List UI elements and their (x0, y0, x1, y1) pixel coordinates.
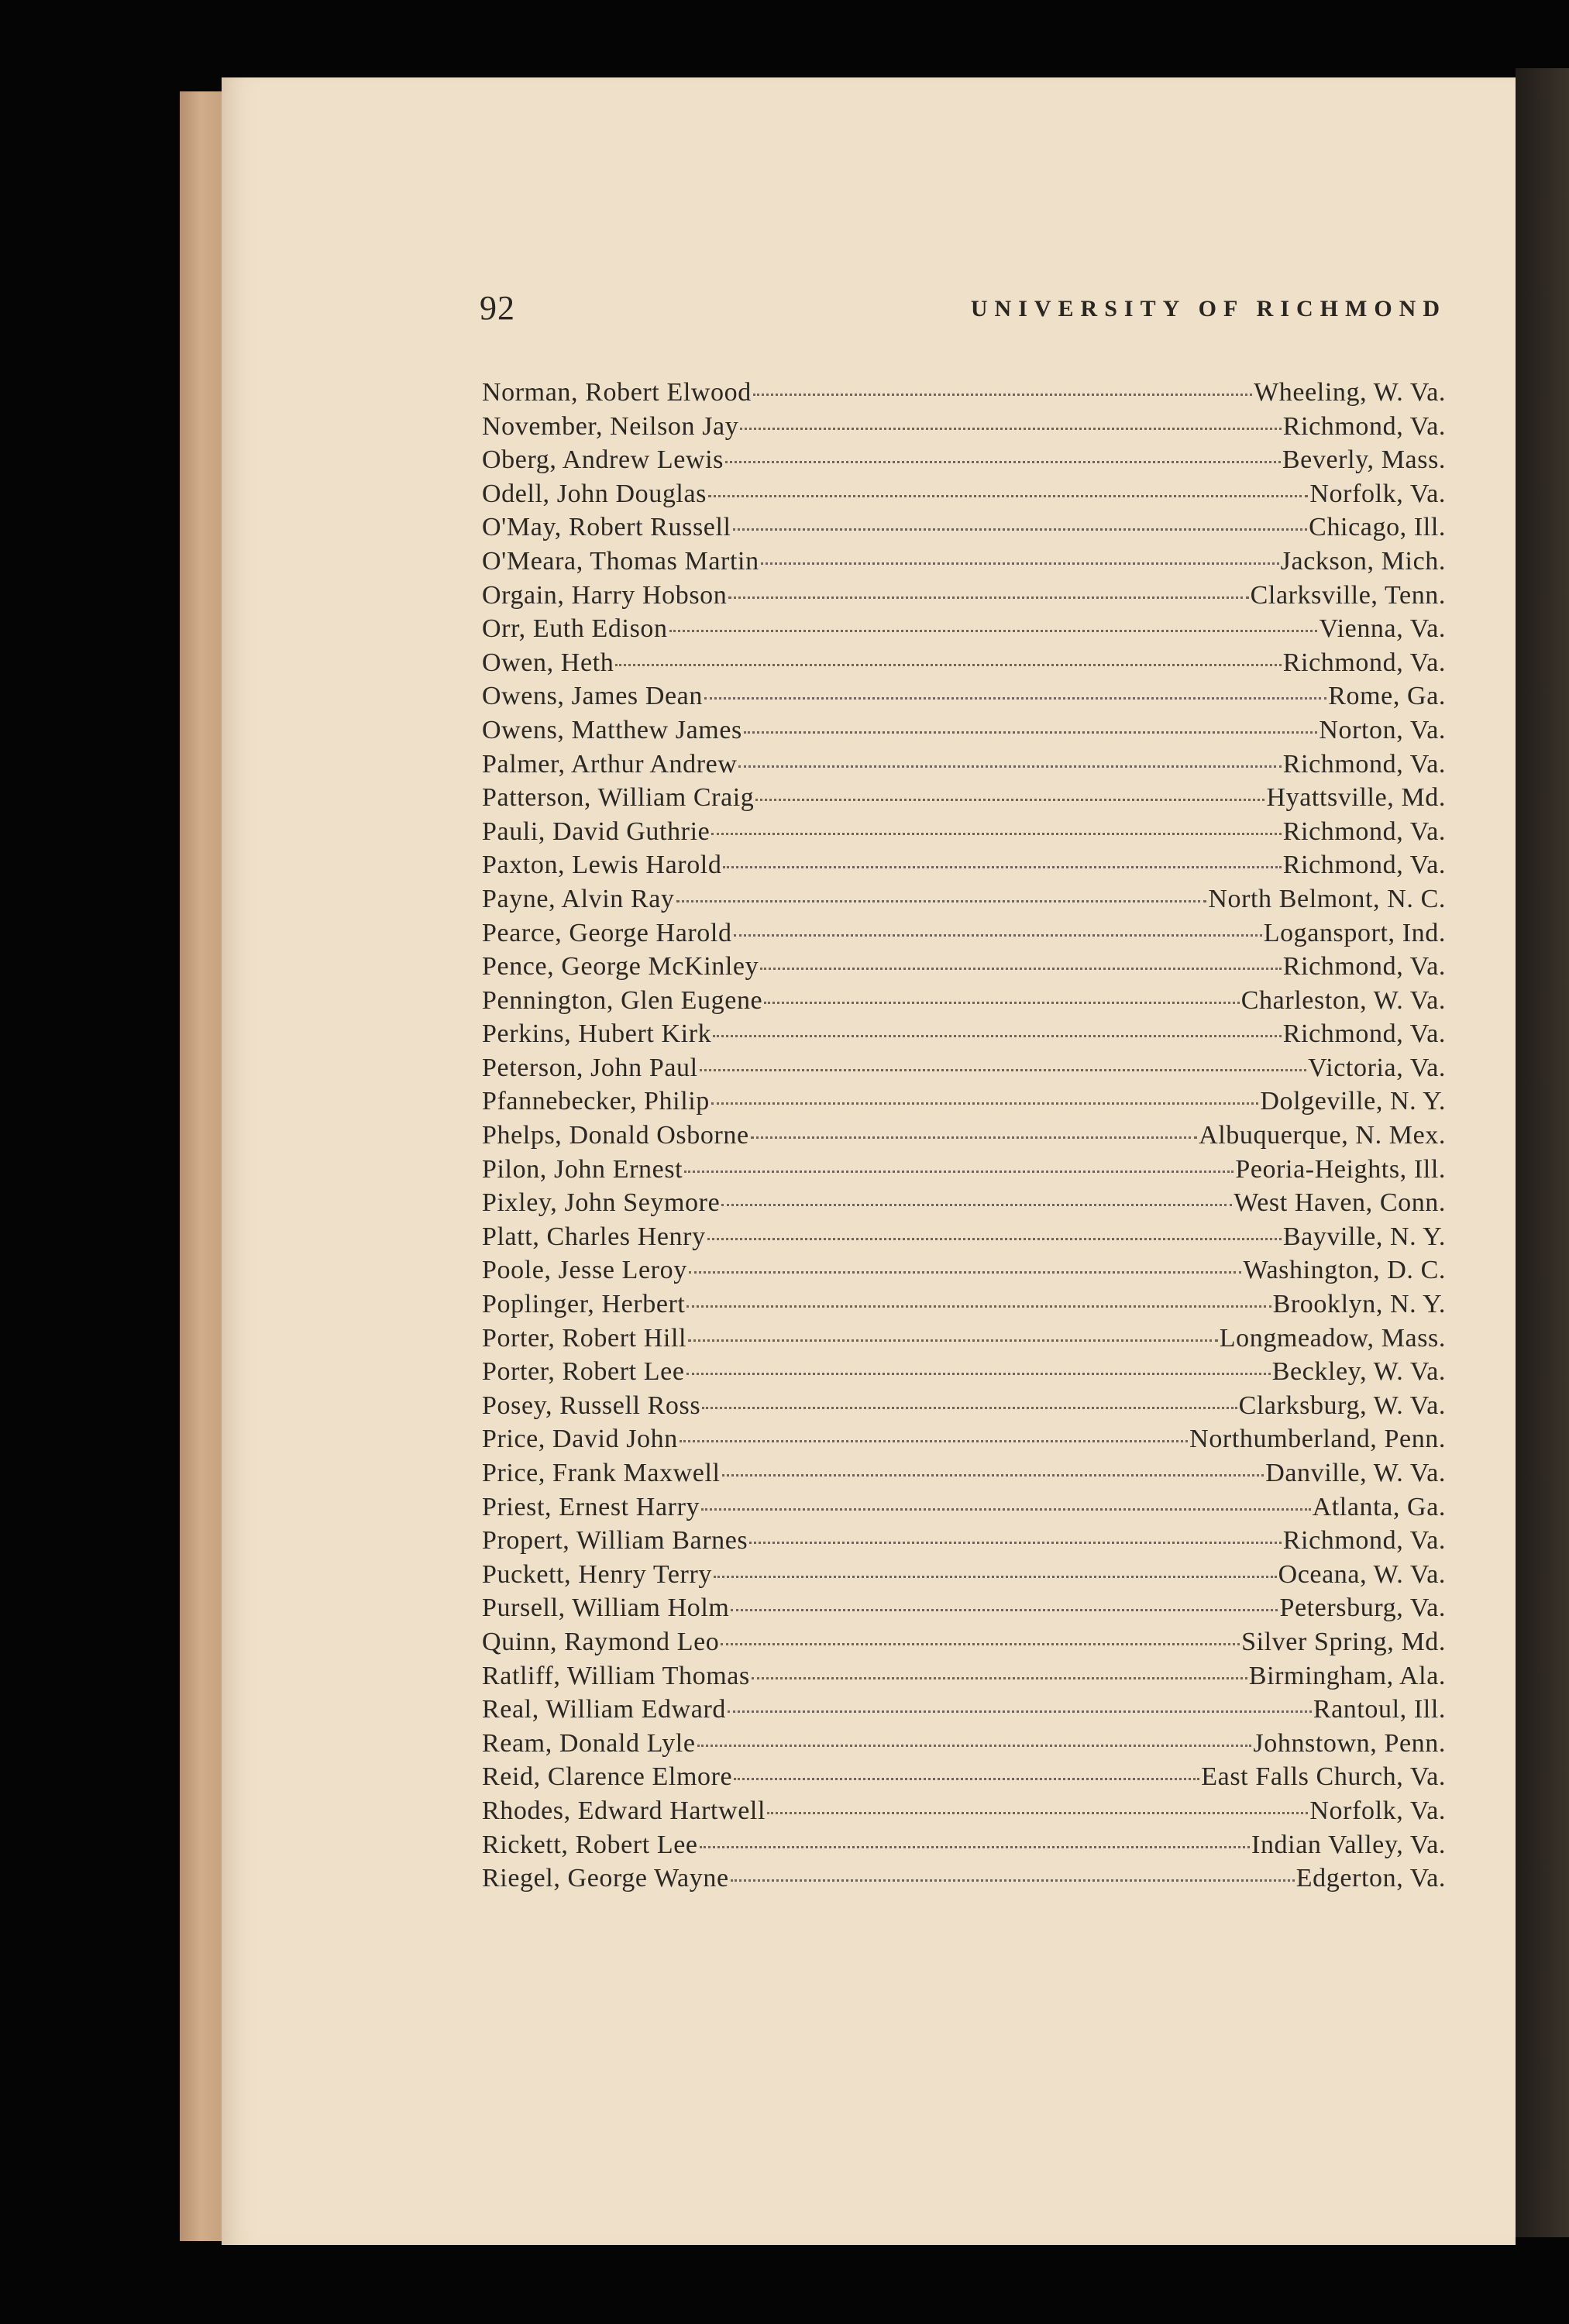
hometown: North Belmont, N. C. (1208, 884, 1446, 913)
dot-leader (733, 528, 1308, 531)
student-name: Phelps, Donald Osborne (482, 1121, 749, 1150)
roster-row (482, 716, 1446, 750)
roster-row (482, 1729, 1446, 1763)
hometown: Charleston, W. Va. (1240, 985, 1446, 1015)
student-name: Pixley, John Seymore (482, 1188, 721, 1218)
dot-leader (752, 1677, 1247, 1679)
dot-leader (714, 1576, 1277, 1578)
roster-row (482, 378, 1446, 412)
student-name: Quinn, Raymond Leo (482, 1627, 720, 1656)
hometown: Clarksville, Tenn. (1250, 580, 1446, 610)
dot-leader (713, 1035, 1282, 1037)
hometown: Wheeling, W. Va. (1254, 378, 1446, 407)
hometown: Brooklyn, N. Y. (1272, 1290, 1446, 1319)
roster-row (482, 1459, 1446, 1493)
roster-row (482, 648, 1446, 682)
dot-leader (734, 1778, 1199, 1780)
running-head: UNIVERSITY OF RICHMOND (970, 296, 1447, 321)
student-name: Platt, Charles Henry (482, 1222, 706, 1251)
roster-row (482, 1357, 1446, 1391)
roster-row (482, 1762, 1446, 1796)
dot-leader (711, 1102, 1258, 1105)
student-roster (482, 378, 1446, 1898)
dot-leader (704, 697, 1326, 700)
hometown: Norton, Va. (1319, 715, 1446, 744)
dot-leader (684, 1171, 1234, 1173)
dot-leader (686, 1305, 1271, 1308)
roster-row (482, 1831, 1446, 1865)
student-name: Puckett, Henry Terry (482, 1559, 712, 1589)
hometown: Northumberland, Penn. (1189, 1425, 1446, 1454)
dot-leader (702, 1407, 1237, 1409)
student-name: Rickett, Robert Lee (482, 1830, 698, 1859)
roster-row (482, 1628, 1446, 1662)
hometown: Chicago, Ill. (1309, 513, 1446, 542)
roster-row (482, 1662, 1446, 1696)
roster-row (482, 1188, 1446, 1222)
dot-leader (669, 630, 1318, 632)
dot-leader (722, 1474, 1264, 1477)
dot-leader (686, 1373, 1271, 1375)
student-name: Poplinger, Herbert (482, 1290, 686, 1319)
dot-leader (689, 1271, 1242, 1274)
dot-leader (697, 1745, 1252, 1747)
hometown: Richmond, Va. (1282, 816, 1446, 846)
hometown: Vienna, Va. (1319, 614, 1446, 644)
roster-row (482, 1121, 1446, 1155)
hometown: Richmond, Va. (1282, 648, 1446, 677)
hometown: Beverly, Mass. (1282, 445, 1446, 475)
dot-leader (723, 866, 1281, 868)
student-name: Pursell, William Holm (482, 1593, 730, 1623)
hometown: Rantoul, Ill. (1313, 1695, 1446, 1724)
roster-row (482, 1019, 1446, 1054)
dot-leader (708, 495, 1308, 497)
student-name: Pearce, George Harold (482, 918, 732, 947)
roster-row (482, 952, 1446, 986)
hometown: Oceana, W. Va. (1278, 1559, 1446, 1589)
roster-row (482, 1155, 1446, 1189)
hometown: Dolgeville, N. Y. (1260, 1087, 1446, 1116)
student-name: O'May, Robert Russell (482, 513, 731, 542)
student-name: Owens, Matthew James (482, 715, 742, 744)
student-name: Porter, Robert Hill (482, 1323, 687, 1353)
dot-leader (751, 1136, 1197, 1139)
roster-row (482, 1256, 1446, 1290)
student-name: Paxton, Lewis Harold (482, 851, 722, 880)
hometown: Clarksburg, W. Va. (1238, 1391, 1446, 1420)
dot-leader (728, 596, 1248, 599)
dot-leader (721, 1204, 1232, 1206)
hometown: Bayville, N. Y. (1282, 1222, 1446, 1251)
student-name: Poole, Jesse Leroy (482, 1256, 687, 1285)
hometown: Victoria, Va. (1308, 1053, 1446, 1082)
student-name: Pennington, Glen Eugene (482, 985, 763, 1015)
dot-leader (761, 562, 1279, 565)
student-name: Pence, George McKinley (482, 952, 759, 982)
hometown: Richmond, Va. (1282, 952, 1446, 982)
hometown: Albuquerque, N. Mex. (1199, 1121, 1446, 1150)
student-name: Peterson, John Paul (482, 1053, 698, 1082)
student-name: Propert, William Barnes (482, 1526, 748, 1556)
student-name: Reid, Clarence Elmore (482, 1762, 733, 1792)
dot-leader (731, 1609, 1278, 1611)
dot-leader (680, 1440, 1188, 1442)
dot-leader (725, 461, 1281, 463)
roster-row (482, 783, 1446, 817)
student-name: Owens, James Dean (482, 682, 703, 711)
hometown: Edgerton, Va. (1295, 1864, 1446, 1893)
hometown: Richmond, Va. (1282, 749, 1446, 779)
hometown: Rome, Ga. (1328, 682, 1446, 711)
student-name: Riegel, George Wayne (482, 1864, 729, 1893)
student-name: O'Meara, Thomas Martin (482, 546, 759, 576)
dot-leader (738, 765, 1281, 768)
dot-leader (700, 1846, 1250, 1848)
hometown: Richmond, Va. (1282, 1019, 1446, 1049)
student-name: Price, David John (482, 1425, 678, 1454)
hometown: Silver Spring, Md. (1241, 1627, 1446, 1656)
student-name: Price, Frank Maxwell (482, 1459, 721, 1487)
dot-leader (731, 1879, 1295, 1882)
hometown: Norfolk, Va. (1309, 1796, 1446, 1825)
hometown: Logansport, Ind. (1263, 918, 1446, 947)
student-name: Orgain, Harry Hobson (482, 580, 728, 610)
roster-row (482, 817, 1446, 851)
hometown: Birmingham, Ala. (1248, 1661, 1446, 1690)
dot-leader (676, 900, 1207, 902)
book-gutter (1516, 68, 1569, 2237)
student-name: Priest, Ernest Harry (482, 1492, 700, 1521)
hometown: Richmond, Va. (1282, 411, 1446, 441)
roster-row (482, 1222, 1446, 1257)
roster-row (482, 1054, 1446, 1088)
hometown: Jackson, Mich. (1280, 546, 1446, 576)
roster-row (482, 614, 1446, 648)
student-name: Porter, Robert Lee (482, 1357, 685, 1387)
student-name: Owen, Heth (482, 648, 614, 677)
roster-row (482, 1560, 1446, 1594)
student-name: Norman, Robert Elwood (482, 378, 752, 407)
roster-row (482, 885, 1446, 919)
dot-leader (760, 968, 1282, 970)
student-name: November, Neilson Jay (482, 411, 739, 441)
roster-row (482, 480, 1446, 514)
roster-row (482, 750, 1446, 784)
roster-row (482, 1324, 1446, 1358)
dot-leader (734, 934, 1262, 937)
dot-leader (707, 1238, 1282, 1240)
roster-row (482, 581, 1446, 615)
roster-row (482, 1391, 1446, 1425)
roster-row (482, 513, 1446, 547)
hometown: Longmeadow, Mass. (1219, 1323, 1446, 1353)
student-name: Payne, Alvin Ray (482, 884, 675, 913)
dot-leader (615, 664, 1281, 666)
page-number: 92 (480, 289, 515, 327)
roster-row (482, 1493, 1446, 1527)
student-name: Odell, John Douglas (482, 479, 707, 508)
roster-row (482, 1864, 1446, 1898)
roster-row (482, 1290, 1446, 1324)
dot-leader (701, 1508, 1310, 1511)
dot-leader (749, 1542, 1282, 1544)
student-name: Rhodes, Edward Hartwell (482, 1796, 766, 1825)
roster-row (482, 851, 1446, 885)
dot-leader (740, 428, 1281, 430)
student-name: Oberg, Andrew Lewis (482, 445, 724, 475)
dot-leader (755, 799, 1264, 801)
student-name: Palmer, Arthur Andrew (482, 749, 738, 779)
hometown: Danville, W. Va. (1265, 1459, 1446, 1487)
roster-row (482, 412, 1446, 446)
dot-leader (744, 731, 1317, 734)
page-stack-edge (180, 91, 226, 2241)
hometown: Richmond, Va. (1282, 851, 1446, 880)
dot-leader (728, 1710, 1312, 1713)
page-header (480, 288, 1447, 335)
student-name: Real, William Edward (482, 1695, 726, 1724)
roster-row (482, 986, 1446, 1020)
dot-leader (764, 1002, 1240, 1004)
hometown: Johnstown, Penn. (1253, 1728, 1446, 1758)
student-name: Pfannebecker, Philip (482, 1087, 710, 1116)
roster-row (482, 919, 1446, 953)
roster-row (482, 445, 1446, 480)
roster-row (482, 682, 1446, 716)
student-name: Pilon, John Ernest (482, 1154, 683, 1184)
hometown: West Haven, Conn. (1234, 1188, 1446, 1218)
dot-leader (688, 1339, 1218, 1342)
dot-leader (753, 394, 1252, 396)
roster-row (482, 1593, 1446, 1628)
roster-row (482, 1695, 1446, 1729)
student-name: Orr, Euth Edison (482, 614, 668, 644)
dot-leader (700, 1069, 1306, 1071)
roster-row (482, 1425, 1446, 1459)
student-name: Pauli, David Guthrie (482, 816, 711, 846)
hometown: Norfolk, Va. (1309, 479, 1446, 508)
roster-row (482, 1796, 1446, 1831)
roster-row (482, 1526, 1446, 1560)
student-name: Posey, Russell Ross (482, 1391, 701, 1420)
hometown: Atlanta, Ga. (1312, 1492, 1446, 1521)
hometown: Richmond, Va. (1282, 1526, 1446, 1556)
hometown: East Falls Church, Va. (1201, 1762, 1446, 1792)
student-name: Patterson, William Craig (482, 783, 755, 813)
hometown: Washington, D. C. (1243, 1256, 1446, 1285)
student-name: Perkins, Hubert Kirk (482, 1019, 712, 1049)
dot-leader (767, 1812, 1308, 1814)
dot-leader (711, 833, 1281, 835)
roster-row (482, 1087, 1446, 1121)
hometown: Petersburg, Va. (1279, 1593, 1446, 1623)
hometown: Beckley, W. Va. (1271, 1357, 1446, 1387)
hometown: Hyattsville, Md. (1266, 783, 1446, 813)
roster-row (482, 547, 1446, 581)
hometown: Peoria-Heights, Ill. (1235, 1154, 1446, 1184)
dot-leader (721, 1643, 1240, 1645)
student-name: Ratliff, William Thomas (482, 1661, 750, 1690)
hometown: Indian Valley, Va. (1251, 1830, 1446, 1859)
student-name: Ream, Donald Lyle (482, 1728, 696, 1758)
